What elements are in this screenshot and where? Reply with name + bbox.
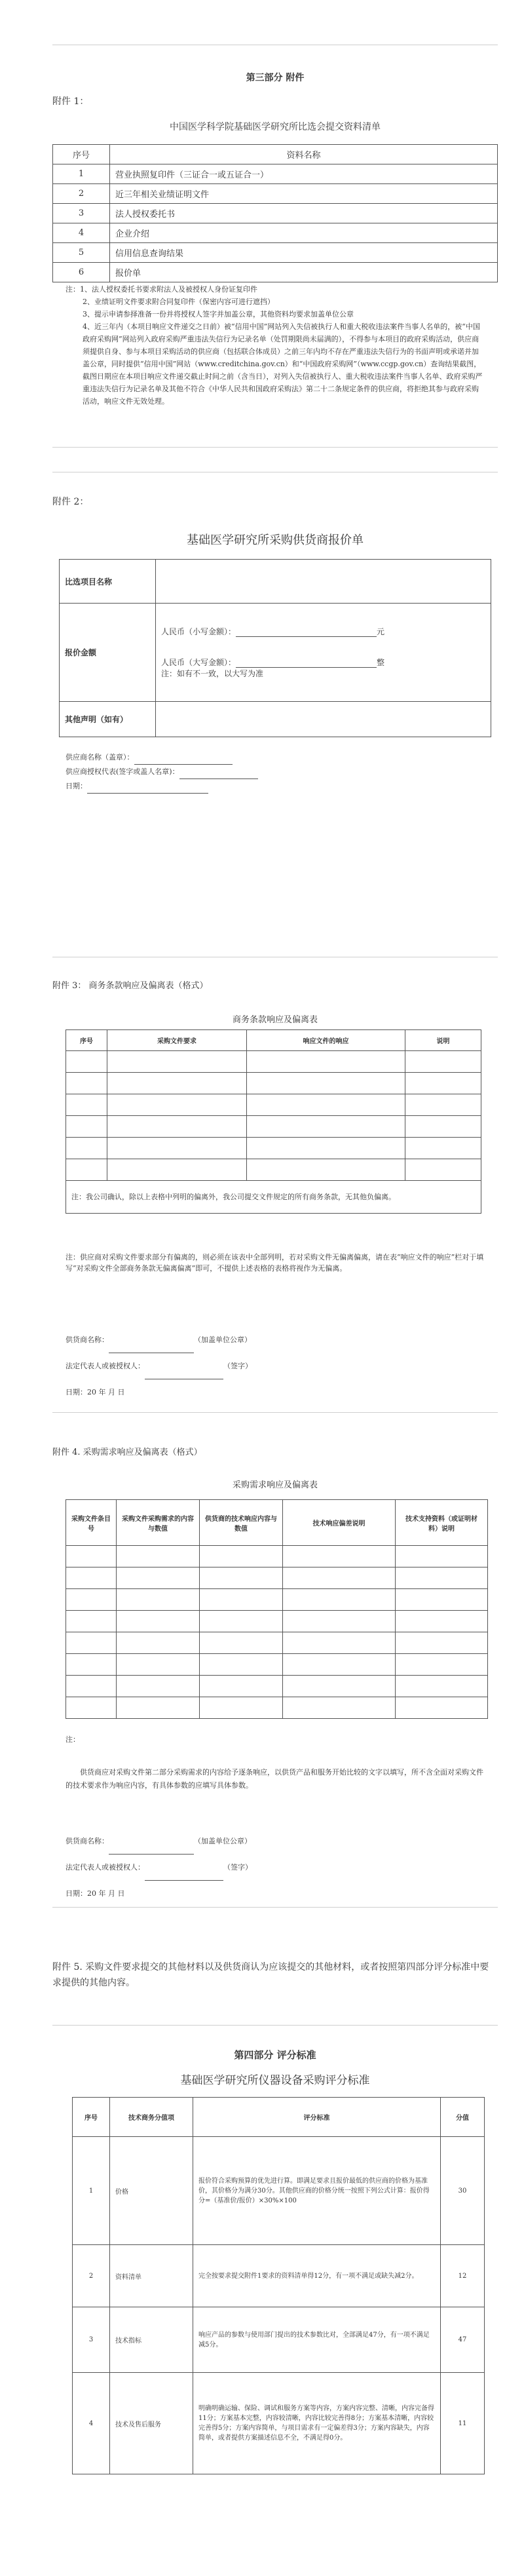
legal-rep-label: 法定代表人或被授权人： [66, 1362, 145, 1370]
row-no: 3 [53, 204, 110, 223]
row-name: 报价单 [110, 263, 498, 282]
business-table [66, 1029, 481, 1214]
row-name: 法人授权委托书 [110, 204, 498, 223]
table-row [66, 1589, 488, 1611]
quote-note: 注：如有不一致，以大写为准 [161, 669, 264, 678]
table-row [66, 1567, 488, 1589]
row-no: 2 [53, 184, 110, 204]
col-header: 序号 [73, 2098, 110, 2137]
col-header: 采购文件采购需求的内容与数值 [117, 1500, 200, 1546]
other-statement-label: 其他声明（如有） [60, 702, 156, 737]
quote-amount-field [156, 604, 491, 702]
row-item: 资料清单 [110, 2245, 193, 2307]
table-row [66, 1546, 488, 1567]
row-score: 47 [441, 2307, 485, 2373]
table-row [66, 1159, 481, 1181]
business-table-note: 注：我公司确认，除以上表格中列明的偏离外，我公司提交文件规定的所有商务条款，无其他负偏离。 [66, 1181, 481, 1214]
supplier-name-label: 供货商名称： [66, 1837, 109, 1845]
supplier-name-label: 供应商名称（盖章）： [66, 753, 134, 761]
table-row [53, 223, 498, 243]
table-row [66, 1116, 481, 1138]
col-header: 采购文件要求 [107, 1030, 247, 1051]
rmb-large-label: 人民币（大写金额）： [161, 658, 236, 667]
table-row [66, 1654, 488, 1676]
note-4: 4、近三年内（本项目响应文件递交之日前）被“信用中国”网站列入失信被执行人和重大税收违法案件当事人名单的，被“中国政府采购网”网站列入政府采购严重违法失信行为记录名单（处罚期限尚未届满的），不得参与本项目的政府采购活动，供应商须提供自身、参与本项目采购活动的供应商（包括联合体成员）之前三年内均不存在严重违法失信行为的书面声明或承诺并加盖公章，同时提供“信用中国”网站（www.creditchina.gov.cn）和“中国政府采购网”（www.ccgp.gov.cn）查询结果截图，截图日期应在本项目响应文件递交截止时间之前（含当日），对列入失信被执行人、重大税收违法案件当事人名单、政府采购严重违法失信行为记录名单及其他不符合《中华人民共和国政府采购法》第二十二条规定条件的供应商，将拒绝其参与政府采购活动，响应文件无效处理。 [83, 322, 483, 406]
attachment3-label: 附件 3： 商务条款响应及偏离表（格式） [52, 981, 208, 991]
note-2: 2、业绩证明文件要求附合同复印件（保密内容可进行遮挡） [83, 298, 274, 306]
divider [52, 1907, 498, 1908]
business-table-wrap [66, 1029, 481, 1214]
row-no: 4 [73, 2373, 110, 2474]
attachment4-title: 采购需求响应及偏离表 [232, 1480, 318, 1490]
sign-note: （签字） [223, 1362, 252, 1370]
row-no: 6 [53, 263, 110, 282]
row-criteria: 响应产品的参数与使用部门提出的技术参数比对，全部满足47分，有一项不满足减5分。 [193, 2307, 441, 2373]
table-row [53, 204, 498, 223]
col-header: 响应文件的响应 [247, 1030, 405, 1051]
row-criteria: 报价符合采购预算的优先进行算。即满足要求且报价最低的供应商的价格为基准价，其价格分为满分30分。其他供应商的价格分统一按照下列公式计算：报价得分=（基准价/报价）×30%×100 [193, 2137, 441, 2245]
project-name-field[interactable] [156, 560, 491, 604]
unit-yuan: 元 [377, 627, 385, 636]
scoring-table [72, 2097, 485, 2474]
rmb-small-label: 人民币（小写金额）： [161, 627, 236, 636]
attachment4-signature [66, 1828, 485, 1907]
quote-signature [66, 750, 485, 794]
table-row [66, 1632, 488, 1654]
seal-note: （加盖单位公章） [194, 1336, 252, 1344]
table-row [66, 1051, 481, 1073]
row-criteria: 完全按要求提交附件1要求的资料清单得12分，有一项不满足或缺失减2分。 [193, 2245, 441, 2307]
col-header: 分值 [441, 2098, 485, 2137]
divider [52, 447, 498, 448]
divider [52, 1412, 498, 1413]
row-no: 1 [53, 164, 110, 184]
row-item: 技术及售后服务 [110, 2373, 193, 2474]
attachment3-note: 注：供应商对采购文件要求部分有偏离的，则必须在该表中全部列明，若对采购文件无偏离偏离，请在表“响应文件的响应”栏对于填写“对采购文件全部商务条款无偏离偏离”即可，不提供上述表格的表格将视作为无偏离。 [66, 1253, 484, 1273]
part3-heading: 第三部分 附件 [246, 73, 305, 83]
unit-zheng: 整 [377, 658, 385, 667]
attachment1-table [52, 144, 498, 282]
rmb-small-input[interactable] [236, 636, 377, 637]
col-header: 序号 [66, 1030, 107, 1051]
row-score: 30 [441, 2137, 485, 2245]
legal-rep-label: 法定代表人或被授权人： [66, 1863, 145, 1872]
table-row [73, 2307, 485, 2373]
table-row [53, 243, 498, 263]
row-name: 企业介绍 [110, 223, 498, 243]
row-no: 3 [73, 2307, 110, 2373]
col-header-no: 序号 [53, 145, 110, 164]
col-header: 评分标准 [193, 2098, 441, 2137]
table-row [53, 164, 498, 184]
divider [52, 2025, 498, 2026]
table-row [66, 1094, 481, 1116]
attachment3-title: 商务条款响应及偏离表 [232, 1015, 318, 1025]
table-row [66, 1138, 481, 1159]
row-no: 1 [73, 2137, 110, 2245]
attachment2-label: 附件 2： [52, 497, 89, 507]
attachment4-note: 供货商应对采购文件第二部分采购需求的内容给予逐条响应，以供货产品和服务开始比较的文字以填写，所不含全面对采购文件的技术要求作为响应内容，有具体参数的应填写具体参数。 [66, 1768, 483, 1790]
row-no: 4 [53, 223, 110, 243]
table-row [73, 2245, 485, 2307]
row-no: 2 [73, 2245, 110, 2307]
supplier-name-label: 供货商名称： [66, 1336, 109, 1344]
col-header: 技术响应偏差说明 [283, 1500, 396, 1546]
col-header: 技术支持资料（或证明材料）说明 [396, 1500, 488, 1546]
attachment3-signature [66, 1327, 485, 1406]
table-row [53, 184, 498, 204]
other-statement-field[interactable] [156, 702, 491, 737]
row-no: 5 [53, 243, 110, 263]
requirement-table [66, 1499, 488, 1719]
table-row [73, 2137, 485, 2245]
table-row [66, 1073, 481, 1094]
quote-amount-label: 报价金额 [60, 604, 156, 702]
sign-note: （签字） [223, 1863, 252, 1872]
date-label: 日期： [66, 782, 87, 790]
row-name: 信用信息查询结果 [110, 243, 498, 263]
part4-title: 基础医学研究所仪器设备采购评分标准 [180, 2074, 370, 2087]
table-row [66, 1611, 488, 1632]
seal-note: （加盖单位公章） [194, 1837, 252, 1845]
date-line: 日期：20 年 月 日 [66, 1889, 125, 1898]
attachment1-notes [66, 283, 485, 408]
col-header: 技术商务分值项 [110, 2098, 193, 2137]
attachment1-label: 附件 1： [52, 96, 89, 107]
attachment1-title: 中国医学科学院基础医学研究所比选会提交资料清单 [170, 122, 381, 132]
row-score: 11 [441, 2373, 485, 2474]
row-name: 营业执照复印件（三证合一或五证合一） [110, 164, 498, 184]
part4-heading: 第四部分 评分标准 [234, 2049, 316, 2061]
date-line: 日期：20 年 月 日 [66, 1388, 125, 1396]
row-item: 价格 [110, 2137, 193, 2245]
col-header: 供货商的技术响应内容与数值 [200, 1500, 283, 1546]
quote-table-wrap [59, 559, 491, 737]
note-1: 注：1、法人授权委托书要求附法人及被授权人身份证复印件 [66, 285, 257, 294]
table-row [66, 1697, 488, 1719]
table-row [66, 1676, 488, 1697]
attachment2-title: 基础医学研究所采购供货商报价单 [187, 533, 364, 547]
project-name-label: 比选项目名称 [60, 560, 156, 604]
auth-rep-label: 供应商授权代表(签字或盖人名章)： [66, 767, 179, 776]
scoring-table-wrap [72, 2097, 485, 2474]
col-header: 采购文件条目号 [66, 1500, 117, 1546]
attachment1-table-wrap [52, 144, 498, 282]
row-criteria: 明确明确运输、保险、调试和服务方案等内容，方案内容完整、清晰，内容完备得11分；方案基本完整，内容较清晰，内容比较完善得8分；方案基本清晰，内容较完善得5分；方案内容简单，与项目需求有一定偏差得3分；方案内容缺失，内容简单，或者提供方案描述信息不全，不满足得0分。 [193, 2373, 441, 2474]
attachment5-text: 附件 5. 采购文件要求提交的其他材料以及供货商认为应该提交的其他材料，或者按照第四部分评分标准中要求提供的其他内容。 [52, 1962, 489, 1988]
row-item: 技术指标 [110, 2307, 193, 2373]
row-score: 12 [441, 2245, 485, 2307]
row-name: 近三年相关业绩证明文件 [110, 184, 498, 204]
date-input[interactable] [87, 793, 208, 794]
col-header-name: 资料名称 [110, 145, 498, 164]
table-row [73, 2373, 485, 2474]
quote-table [59, 559, 491, 737]
table-row [53, 263, 498, 282]
attachment4-note-label: 注： [66, 1735, 80, 1744]
legal-rep-input[interactable] [145, 1880, 223, 1881]
note-3: 3、提示申请参择准备一份并将授权人签字并加盖公章，其他资料均要求加盖单位公章 [83, 310, 354, 318]
col-header: 说明 [405, 1030, 481, 1051]
attachment4-label: 附件 4. 采购需求响应及偏离表（格式） [52, 1448, 202, 1457]
requirement-table-wrap [66, 1499, 488, 1719]
